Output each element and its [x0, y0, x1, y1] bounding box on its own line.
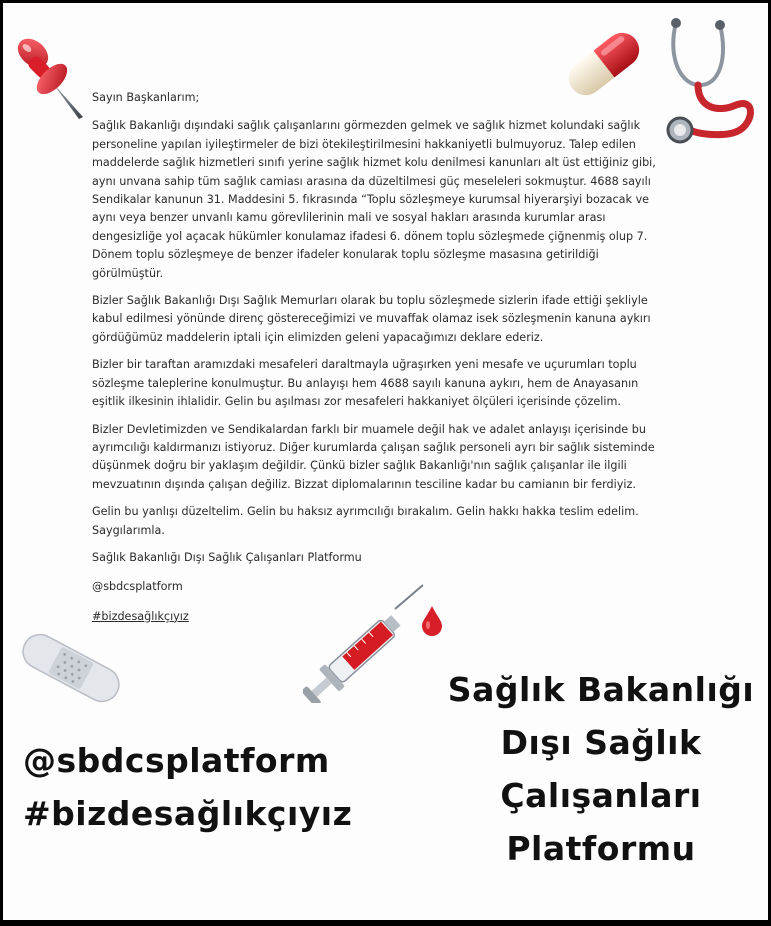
letter-handle: @sbdcsplatform [92, 580, 183, 594]
pushpin-icon [7, 31, 89, 123]
overlay-title-line: Dışı Sağlık [500, 723, 702, 762]
letter-body [92, 89, 670, 637]
letter-paragraph: Bizler bir taraftan aramızdaki mesafeleri daraltmayla uğraşırken yeni mesafe ve uçurumları toplu sözleşme taleplerine konulmuştur. Bu anlayışı hem 4688 sayılı kanuna aykırı, hem de Anayasanın eşitlik ilkesinin ihlalidir. Gelin bu aşılması zor mesafeleri hakkaniyet ölçüleri içerisinde çözelim. [92, 358, 639, 409]
stethoscope-icon [658, 13, 758, 148]
overlay-handle: @sbdcsplatform [23, 741, 330, 780]
adhesive-bandage-icon [15, 625, 127, 711]
overlay-title-line: Çalışanları [500, 776, 702, 815]
letter-paragraph: Gelin bu yanlışı düzeltelim. Gelin bu haksız ayrımcılığı bırakalım. Gelin hakkı hakka teslim edelim. Saygılarımla. [92, 505, 639, 537]
letter-signature: Sağlık Bakanlığı Dışı Sağlık Çalışanları Platformu [92, 550, 362, 564]
overlay-hashtag: #bizdesağlıkçıyız [23, 794, 353, 833]
letter-hashtag-link[interactable]: #bizdesağlıkçıyız [92, 609, 189, 623]
letter-greeting: Sayın Başkanlarım; [92, 91, 200, 104]
letter-paragraph: Bizler Devletimizden ve Sendikalardan farklı bir muamele değil hak ve adalet anlayışı içerisinde bu ayrımcılığı kaldırmanızı istiyoruz. Diğer kurumlarda çalışan sağlık personeli ayrı bir sağlık sisteminde düşünmek doğru bir yaklaşım değildir. Çünkü bizler sağlık Bakanlığı'nın sağlık çalışanlar ile ilgili mevzuatının dışında çalışan değiliz. Bizzat diplomalarının tesciline kadar bu camianın bir ferdiyiz. [92, 422, 655, 491]
overlay-title-line: Sağlık Bakanlığı [447, 670, 755, 709]
letter-paragraph: Bizler Sağlık Bakanlığı Dışı Sağlık Memurları olarak bu toplu sözleşmede sizlerin ifade ettiği şekliyle kabul edilmesi yönünde direnç göstereceğimizi ve muvaffak olamaz isek sözleşmenin kanuna aykırı gördüğümüz maddelerin iptali için elimizden geleni yapacağımızı deklare ederiz. [92, 294, 651, 344]
letter-page [3, 3, 768, 920]
overlay-title [443, 663, 759, 875]
overlay-title-line: Platformu [506, 829, 696, 868]
letter-paragraph: Sağlık Bakanlığı dışındaki sağlık çalışanlarını görmezden gelmek ve sağlık hizmet kolundaki sağlık personeline yapılan iyileştirmeler de bizi ötekileştirilmesini hakkaniyetli bulmuyoruz. Talep edilen maddelerde sağlık hizmetleri sınıfı yerine sağlık hizmet kolu denilmesi kanunları alt üst ettiğiniz gibi, aynı unvana sahip tüm sağlık camiası arasına da düzeltilmesi güç meseleleri sokmuştur. 4688 sayılı Sendikalar kanunun 31. Maddesini 5. fıkrasında “Toplu sözleşmeye kurumsal hiyerarşiyi bozacak ve aynı veya benzer unvanlı kamu görevlilerinin mali ve sosyal hakları arasında kurumlar arası dengesizliğe yol açacak hükümler konulamaz ifadesi 6. dönem toplu sözleşmede çiğnenmiş olup 7. Dönem toplu sözleşmeye de benzer ifadeler konularak toplu sözleşme masasına getirildiği görülmüştür. [92, 119, 656, 280]
